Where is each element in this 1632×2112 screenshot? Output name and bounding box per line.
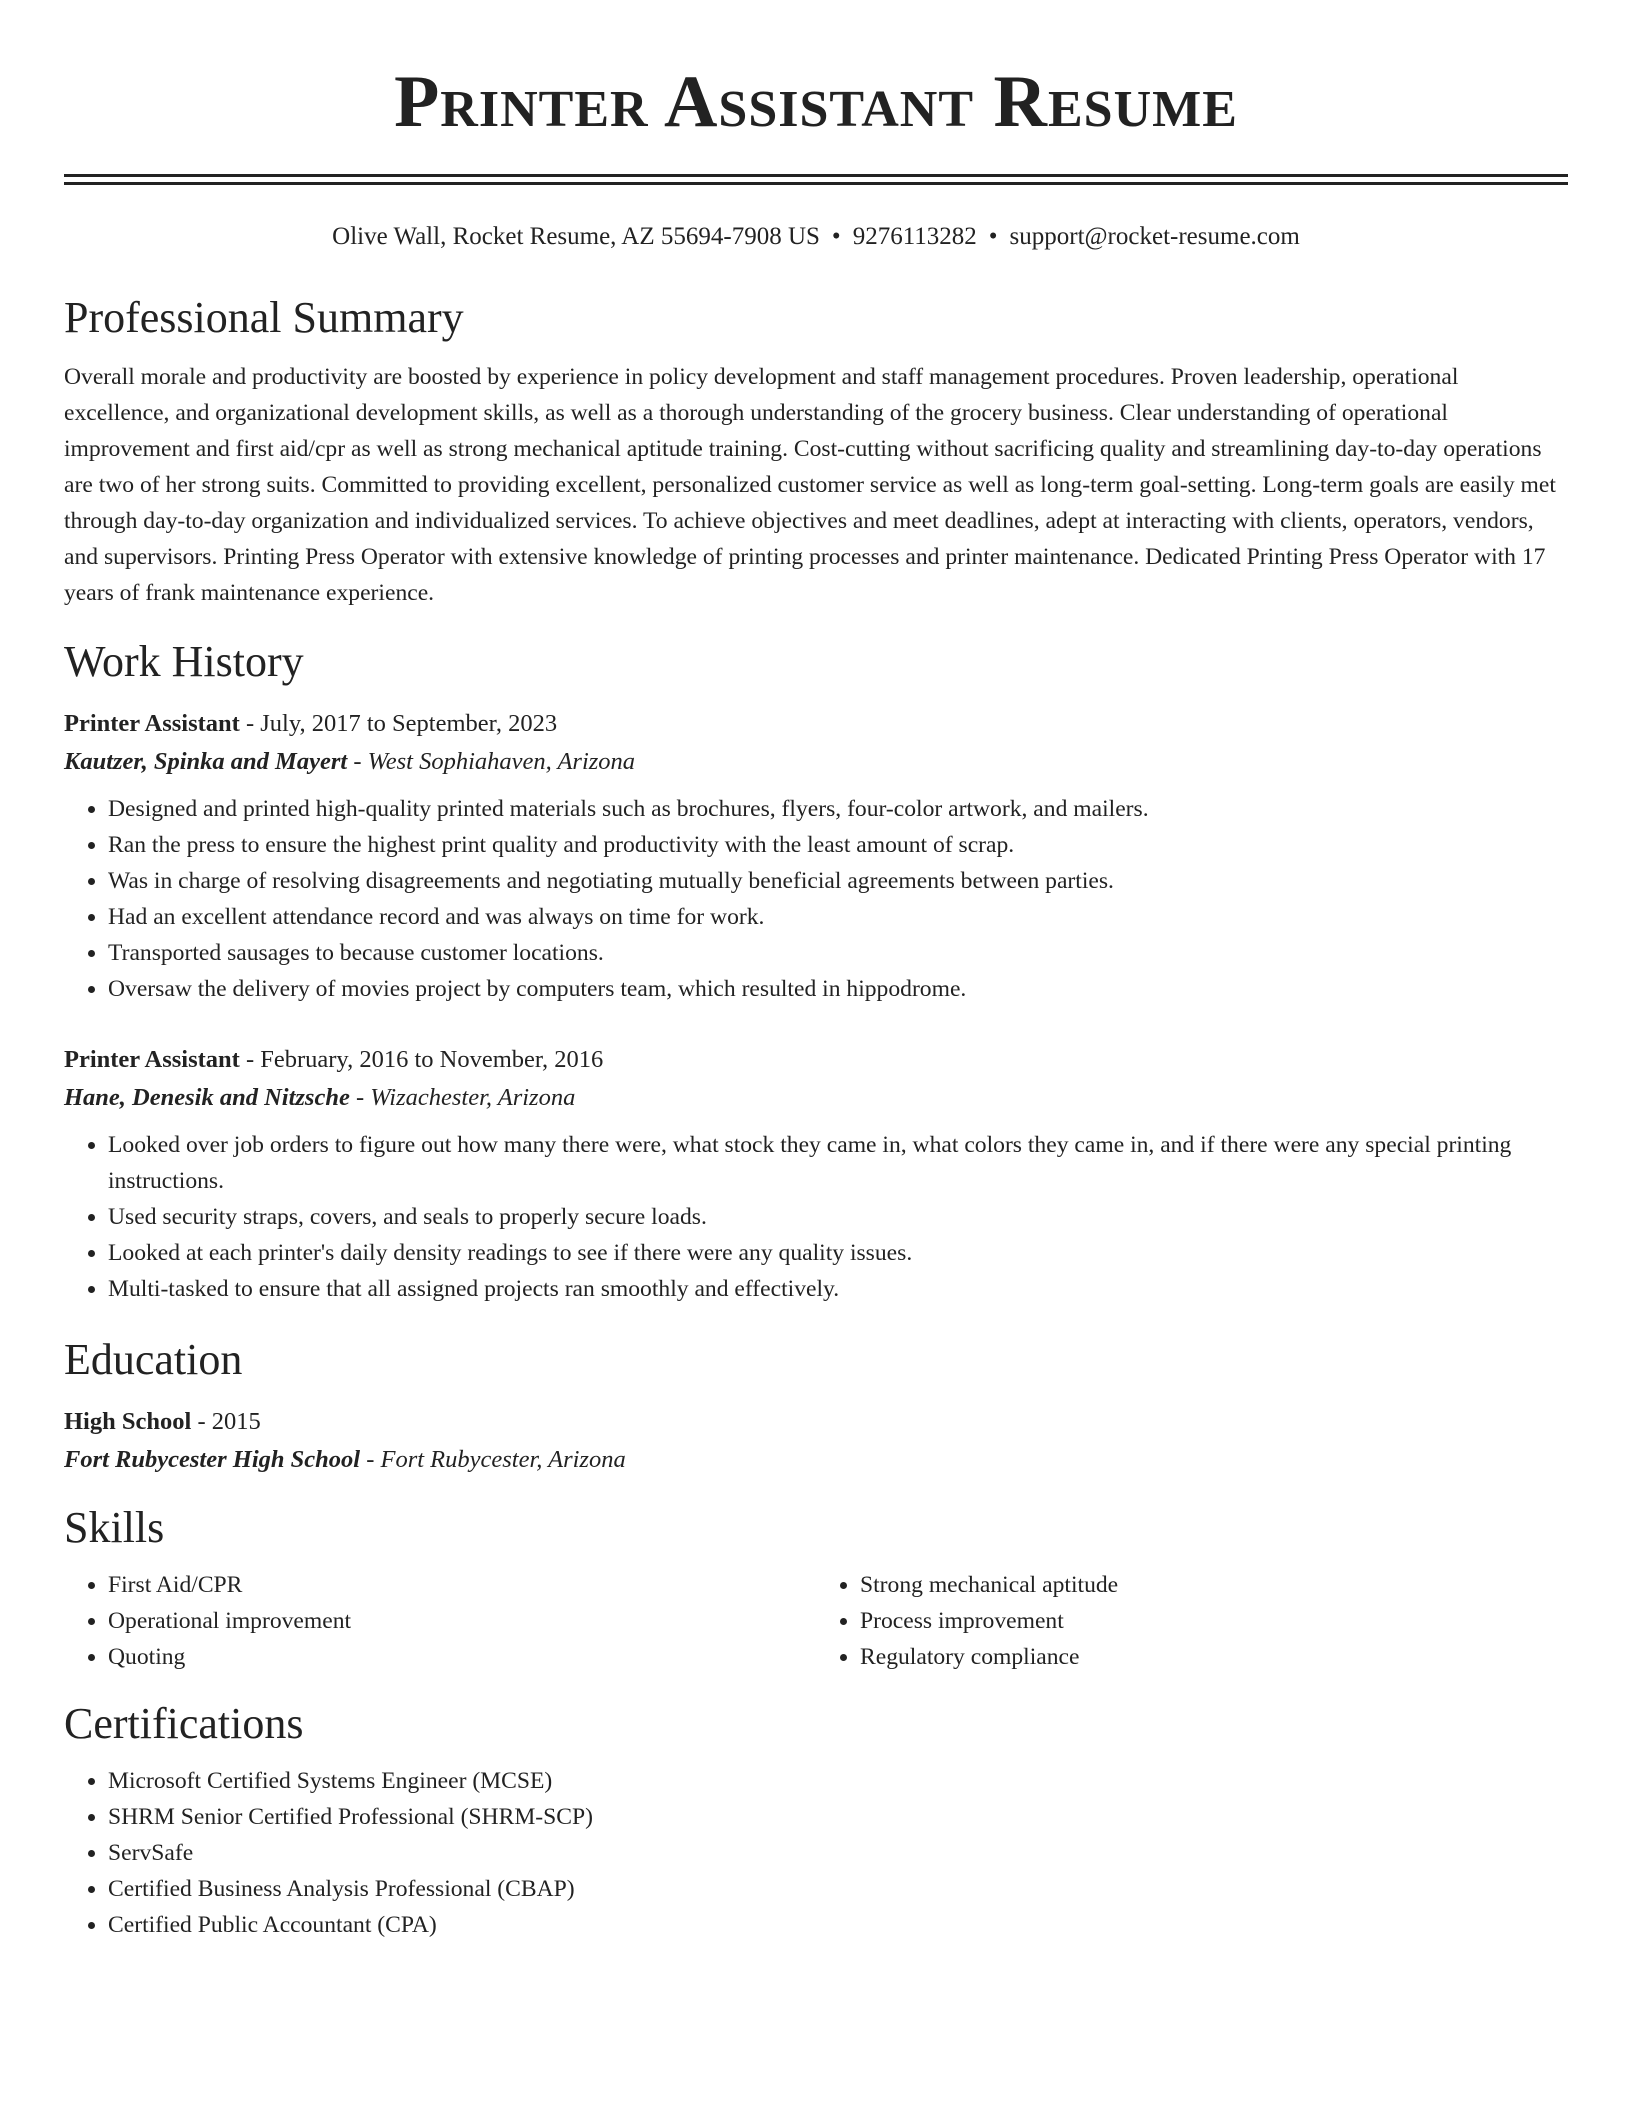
education-section — [64, 1333, 1568, 1479]
work-history-heading: Work History — [64, 637, 304, 686]
job-bullet-list — [64, 1127, 1568, 1307]
education-school: Fort Rubycester High School — [64, 1446, 361, 1473]
job-company: Kautzer, Spinka and Mayert — [64, 748, 348, 775]
job-dates: - February, 2016 to November, 2016 — [239, 1046, 604, 1073]
list-item: • Strong mechanical aptitude — [860, 1567, 1568, 1603]
list-item: • Used security straps, covers, and seals to properly secure loads. — [108, 1199, 1568, 1235]
job-title: Printer Assistant — [64, 1046, 240, 1073]
education-year: - 2015 — [191, 1408, 261, 1435]
job-title: Printer Assistant — [64, 710, 240, 737]
job-title-line — [64, 705, 1568, 743]
list-item: • Had an excellent attendance record and was always on time for work. — [108, 899, 1568, 935]
skills-list-right — [816, 1567, 1568, 1675]
contact-phone: 9276113282 — [852, 223, 977, 250]
list-item: • Looked over job orders to figure out how many there were, what stock they came in, what colors they came in, and if there were any special printing instructions. — [108, 1127, 1568, 1199]
education-location: - Fort Rubycester, Arizona — [360, 1446, 626, 1473]
contact-line — [64, 221, 1568, 253]
summary-section — [64, 291, 1568, 611]
skills-section — [64, 1501, 1568, 1675]
list-item: • Oversaw the delivery of movies project by computers team, which resulted in hippodrome. — [108, 971, 1568, 1007]
job-entry — [64, 705, 1568, 1007]
list-item: • Regulatory compliance — [860, 1639, 1568, 1675]
list-item: • Multi-tasked to ensure that all assigned projects ran smoothly and effectively. — [108, 1271, 1568, 1307]
list-item: • First Aid/CPR — [108, 1567, 816, 1603]
education-degree-line — [64, 1403, 1568, 1441]
list-item: • Transported sausages to because customer locations. — [108, 935, 1568, 971]
contact-address: Olive Wall, Rocket Resume, AZ 55694-7908 US — [332, 223, 820, 250]
list-item: • ServSafe — [108, 1835, 1568, 1871]
resume-title: Printer Assistant Resume — [394, 61, 1238, 143]
list-item: • Was in charge of resolving disagreements and negotiating mutually beneficial agreements between parties. — [108, 863, 1568, 899]
certifications-heading: Certifications — [64, 1699, 304, 1748]
job-company: Hane, Denesik and Nitzsche — [64, 1084, 350, 1111]
contact-separator: • — [831, 223, 841, 250]
skills-heading: Skills — [64, 1503, 165, 1552]
education-school-line — [64, 1441, 1568, 1479]
work-history-section — [64, 635, 1568, 1307]
job-bullet-list — [64, 791, 1568, 1007]
job-dates: - July, 2017 to September, 2023 — [239, 710, 558, 737]
summary-text: Overall morale and productivity are boosted by experience in policy development and staff management procedures. Proven leadership, operational excellence, and organizational development skills, as well as a thorough understanding of the grocery business. Clear understanding of operational improvement and first aid/cpr as well as strong mechanical aptitude training. Cost-cutting without sacrificing quality and streamlining day-to-day operations are two of her strong suits. Committed to providing excellent, personalized customer service as well as long-term goal-setting. Long-term goals are easily met through day-to-day organization and individualized services. To achieve objectives and meet deadlines, adept at interacting with clients, operators, vendors, and supervisors. Printing Press Operator with extensive knowledge of printing processes and printer maintenance. Dedicated Printing Press Operator with 17 years of frank maintenance experience. — [64, 364, 1556, 606]
skills-list-left — [64, 1567, 816, 1675]
certifications-list — [64, 1763, 1568, 1943]
skills-grid — [64, 1567, 1568, 1675]
job-title-line — [64, 1041, 1568, 1079]
job-location: - West Sophiahaven, Arizona — [347, 748, 636, 775]
list-item: • Certified Business Analysis Professional (CBAP) — [108, 1871, 1568, 1907]
certifications-section — [64, 1697, 1568, 1943]
list-item: • Looked at each printer's daily density readings to see if there were any quality issues. — [108, 1235, 1568, 1271]
education-degree: High School — [64, 1408, 192, 1435]
list-item: • Microsoft Certified Systems Engineer (MCSE) — [108, 1763, 1568, 1799]
list-item: • Ran the press to ensure the highest print quality and productivity with the least amount of scrap. — [108, 827, 1568, 863]
list-item: • Designed and printed high-quality printed materials such as brochures, flyers, four-color artwork, and mailers. — [108, 791, 1568, 827]
education-entry — [64, 1403, 1568, 1479]
job-company-line — [64, 743, 1568, 781]
job-company-line — [64, 1079, 1568, 1117]
list-item: • Process improvement — [860, 1603, 1568, 1639]
list-item: • Certified Public Accountant (CPA) — [108, 1907, 1568, 1943]
job-location: - Wizachester, Arizona — [349, 1084, 576, 1111]
job-entry — [64, 1041, 1568, 1307]
contact-email: support@rocket-resume.com — [1009, 223, 1300, 250]
list-item: • Quoting — [108, 1639, 816, 1675]
title-double-rule — [64, 174, 1568, 185]
contact-separator: • — [988, 223, 998, 250]
summary-heading: Professional Summary — [64, 293, 464, 342]
list-item: • Operational improvement — [108, 1603, 816, 1639]
education-heading: Education — [64, 1335, 243, 1384]
list-item: • SHRM Senior Certified Professional (SHRM-SCP) — [108, 1799, 1568, 1835]
